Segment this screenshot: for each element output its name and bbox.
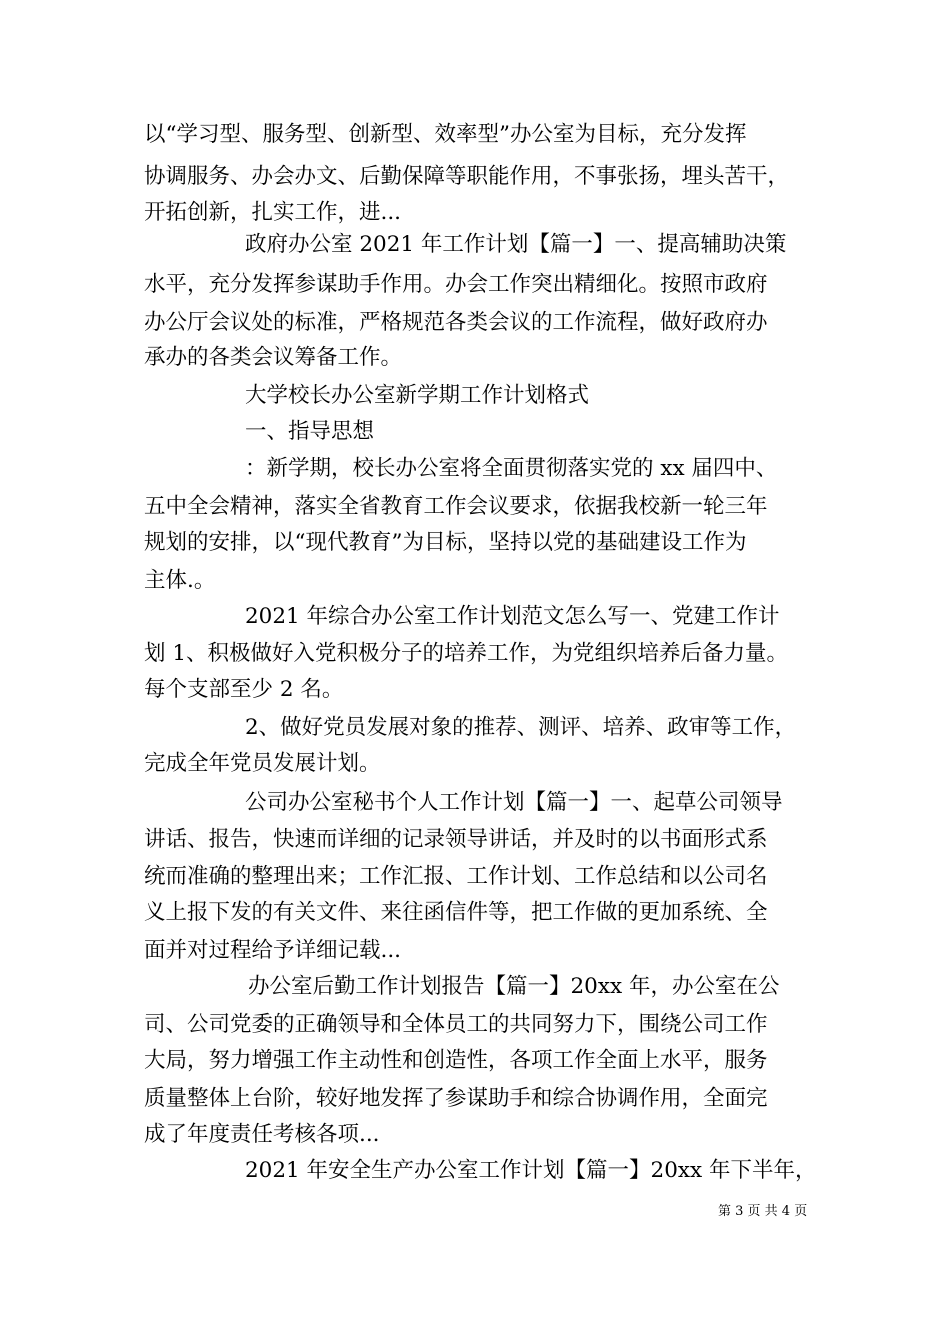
page-number: 第 3 页 共 4 页 bbox=[718, 1204, 808, 1219]
text-line: 以“学习型、服务型、创新型、效率型”办公室为目标，充分发挥 bbox=[144, 122, 747, 147]
paragraph-start: 2021 年综合办公室工作计划范文怎么写一、党建工作计 bbox=[245, 604, 780, 629]
text-line: 协调服务、办会办文、后勤保障等职能作用，不事张扬，埋头苦干， bbox=[144, 164, 790, 189]
paragraph-start: 办公室后勤工作计划报告【篇一】20xx 年，办公室在公 bbox=[248, 974, 780, 999]
text-line: 统而准确的整理出来；工作汇报、工作计划、工作总结和以公司名 bbox=[144, 864, 768, 889]
paragraph-start: 2、做好党员发展对象的推荐、测评、培养、政审等工作， bbox=[245, 715, 797, 740]
section-heading: 大学校长办公室新学期工作计划格式 bbox=[245, 383, 590, 408]
text-line: 划 1、积极做好入党积极分子的培养工作，为党组织培养后备力量。 bbox=[144, 641, 789, 666]
text-line: 开拓创新，扎实工作，进... bbox=[144, 200, 402, 225]
text-line: 每个支部至少 2 名。 bbox=[144, 677, 344, 702]
text-line: 面并对过程给予详细记载... bbox=[144, 938, 402, 963]
text-line: 办公厅会议处的标准，严格规范各类会议的工作流程，做好政府办 bbox=[144, 310, 768, 335]
paragraph-start: 2021 年安全生产办公室工作计划【篇一】20xx 年下半年， bbox=[245, 1158, 817, 1183]
paragraph-start: 政府办公室 2021 年工作计划【篇一】一、提高辅助决策 bbox=[245, 232, 787, 257]
text-line: 质量整体上台阶，较好地发挥了参谋助手和综合协调作用，全面完 bbox=[144, 1086, 768, 1111]
text-line: 五中全会精神，落实全省教育工作会议要求，依据我校新一轮三年 bbox=[144, 494, 768, 519]
text-line: 水平，充分发挥参谋助手作用。办会工作突出精细化。按照市政府 bbox=[144, 272, 768, 297]
text-line: 讲话、报告，快速而详细的记录领导讲话，并及时的以书面形式系 bbox=[144, 827, 768, 852]
text-line: 义上报下发的有关文件、来往函信件等，把工作做的更加系统、全 bbox=[144, 900, 768, 925]
text-line: 成了年度责任考核各项... bbox=[144, 1122, 380, 1147]
paragraph-start: 公司办公室秘书个人工作计划【篇一】一、起草公司领导 bbox=[245, 790, 783, 815]
text-line: 承办的各类会议筹备工作。 bbox=[144, 345, 403, 370]
paragraph-start: ：新学期，校长办公室将全面贯彻落实党的 xx 届四中、 bbox=[245, 456, 778, 481]
text-line: 规划的安排，以“现代教育”为目标，坚持以党的基础建设工作为 bbox=[144, 530, 747, 555]
subsection-heading: 一、指导思想 bbox=[245, 419, 375, 444]
text-line: 主体.。 bbox=[144, 568, 216, 593]
text-line: 完成全年党员发展计划。 bbox=[144, 751, 381, 776]
text-line: 大局，努力增强工作主动性和创造性，各项工作全面上水平，服务 bbox=[144, 1048, 768, 1073]
text-line: 司、公司党委的正确领导和全体员工的共同努力下，围绕公司工作 bbox=[144, 1012, 768, 1037]
